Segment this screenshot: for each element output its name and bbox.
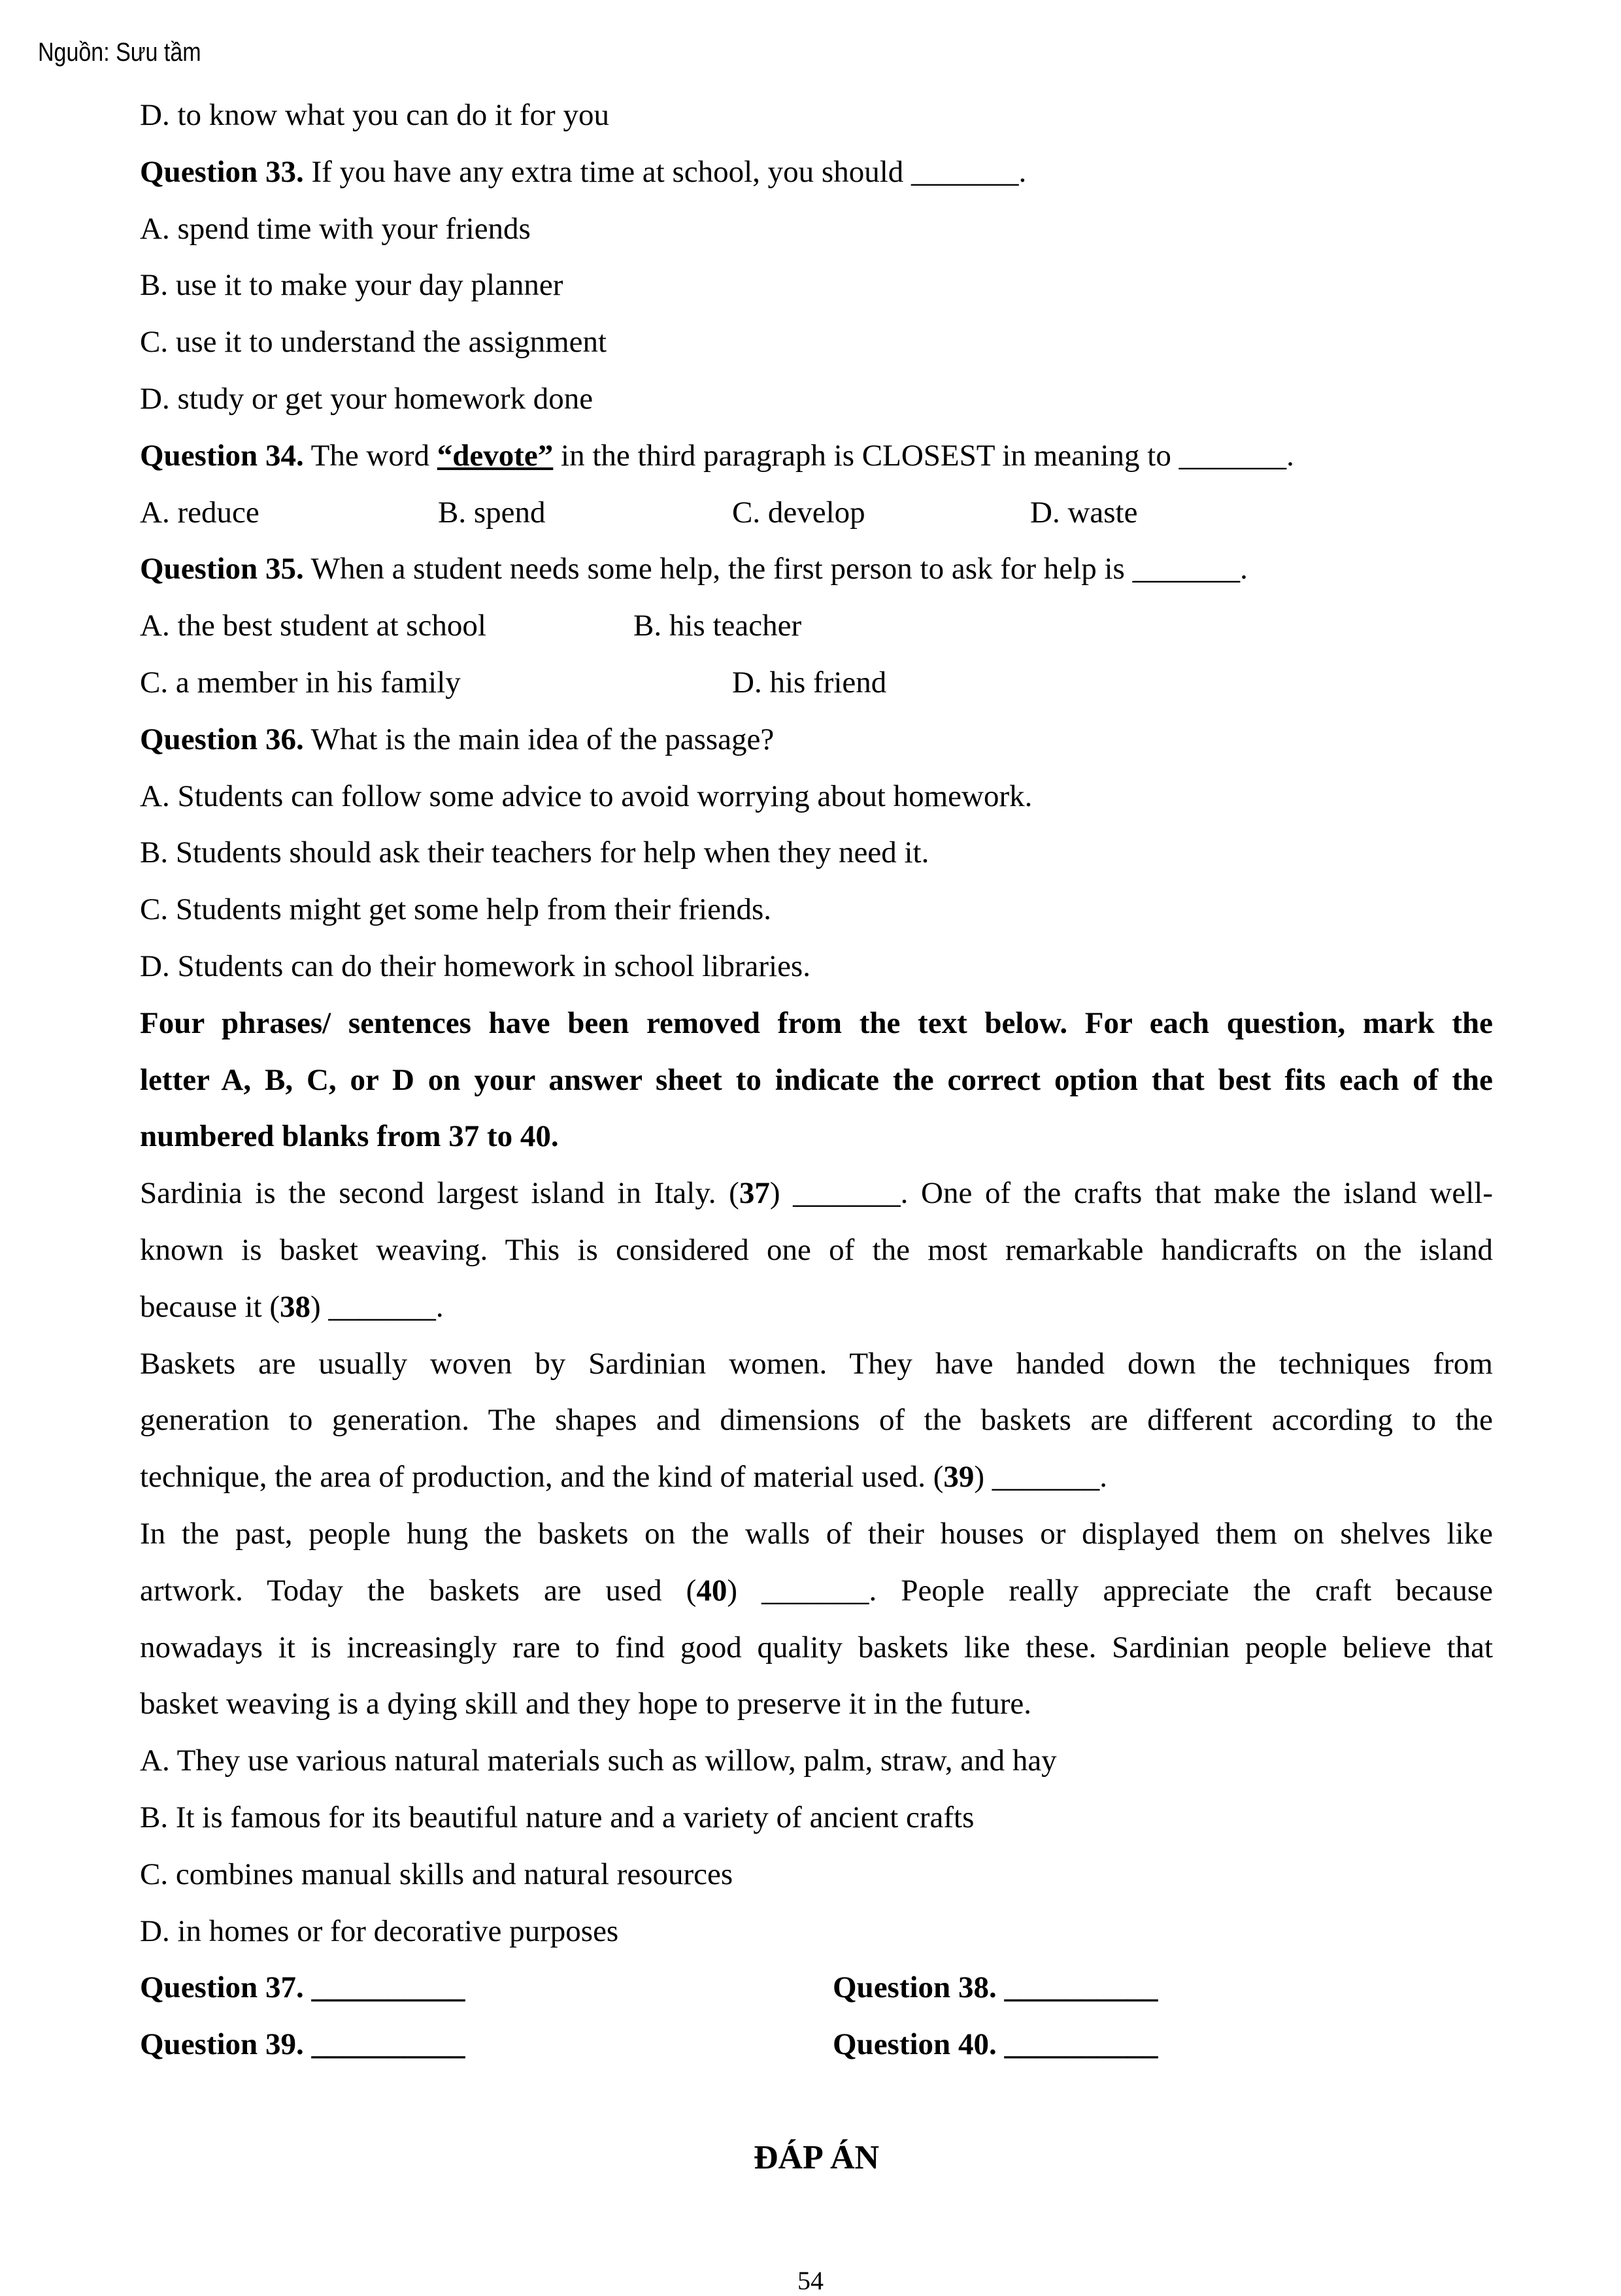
q36-option-a: A. Students can follow some advice to avoid worrying about homework.: [140, 779, 1033, 813]
answer-37: Question 37. __________: [140, 1970, 465, 2005]
passage-line: technique, the area of production, and the kind of material used. (39) _______.: [140, 1460, 1108, 1494]
passage-line: artwork. Today the baskets are used (40) _______. People really appreciate the craft because: [140, 1573, 1494, 1608]
passage-line: known is basket weaving. This is considered one of the most remarkable handicrafts on the island: [140, 1232, 1493, 1267]
instruction-line: numbered blanks from 37 to 40.: [140, 1119, 559, 1154]
passage-line: nowadays it is increasingly rare to find good quality baskets like these. Sardinian people believe that: [140, 1630, 1493, 1664]
q33-option-d: D. study or get your homework done: [140, 381, 593, 416]
answer-40: Question 40. __________: [833, 2027, 1158, 2062]
q36-option-b: B. Students should ask their teachers for help when they need it.: [140, 836, 929, 870]
passage-option-a: A. They use various natural materials such as willow, palm, straw, and hay: [140, 1744, 1057, 1778]
question-35: Question 35. When a student needs some help, the first person to ask for help is _______.: [140, 552, 1248, 586]
q35-option-a: A. the best student at school: [140, 609, 486, 643]
document-page: [140, 87, 1493, 2186]
q36-option-d: D. Students can do their homework in school libraries.: [140, 949, 811, 983]
q33-option-b: B. use it to make your day planner: [140, 268, 563, 303]
answer-key-title: ĐÁP ÁN: [753, 2138, 880, 2176]
q36-option-c: C. Students might get some help from their friends.: [140, 892, 771, 927]
passage-line: basket weaving is a dying skill and they hope to preserve it in the future.: [140, 1687, 1031, 1721]
answer-38: Question 38. __________: [833, 1970, 1158, 2005]
answer-row-2: [140, 2016, 1493, 2073]
q34-option-a: A. reduce: [140, 495, 259, 530]
q35-option-d: D. his friend: [732, 665, 887, 700]
q35-options-row1: [140, 598, 1493, 654]
answer-39: Question 39. __________: [140, 2027, 465, 2062]
spacer: [140, 2073, 1493, 2130]
q35-option-b: B. his teacher: [633, 609, 802, 643]
q34-option-b: B. spend: [438, 495, 546, 530]
passage-option-b: B. It is famous for its beautiful nature and a variety of ancient crafts: [140, 1800, 975, 1834]
question-33: Question 33. If you have any extra time at school, you should _______.: [140, 154, 1027, 189]
q34-option-c: C. develop: [732, 495, 865, 530]
q32-option-d: D. to know what you can do it for you: [140, 98, 609, 132]
page-number: 54: [797, 2266, 824, 2295]
instruction-line: Four phrases/ sentences have been removed from the text below. For each question, mark the: [140, 1005, 1493, 1040]
q34-option-d: D. waste: [1030, 495, 1138, 530]
q35-option-c: C. a member in his family: [140, 665, 461, 700]
source-header: Nguồn: Sưu tầm: [38, 38, 201, 67]
q33-option-c: C. use it to understand the assignment: [140, 325, 607, 360]
passage-option-d: D. in homes or for decorative purposes: [140, 1914, 619, 1948]
question-36: Question 36. What is the main idea of the passage?: [140, 722, 775, 756]
answer-row-1: [140, 1959, 1493, 2016]
passage-line: Baskets are usually woven by Sardinian women. They have handed down the techniques from: [140, 1346, 1493, 1381]
instruction-line: letter A, B, C, or D on your answer sheet to indicate the correct option that best fits each of the: [140, 1062, 1493, 1097]
q35-options-row2: [140, 654, 1493, 711]
keyword-devote: “devote”: [437, 438, 554, 473]
q33-option-a: A. spend time with your friends: [140, 211, 531, 246]
passage-line: Sardinia is the second largest island in Italy. (37) _______. One of the crafts that make the island well-: [140, 1176, 1494, 1211]
passage-option-c: C. combines manual skills and natural resources: [140, 1857, 733, 1891]
q34-options: [140, 484, 1493, 541]
question-34: Question 34. The word “devote” in the third paragraph is CLOSEST in meaning to _______.: [140, 438, 1294, 473]
passage-line: In the past, people hung the baskets on the walls of their houses or displayed them on shelves like: [140, 1516, 1493, 1551]
passage-line: generation to generation. The shapes and dimensions of the baskets are different according to the: [140, 1403, 1493, 1438]
passage-line: because it (38) _______.: [140, 1289, 444, 1324]
